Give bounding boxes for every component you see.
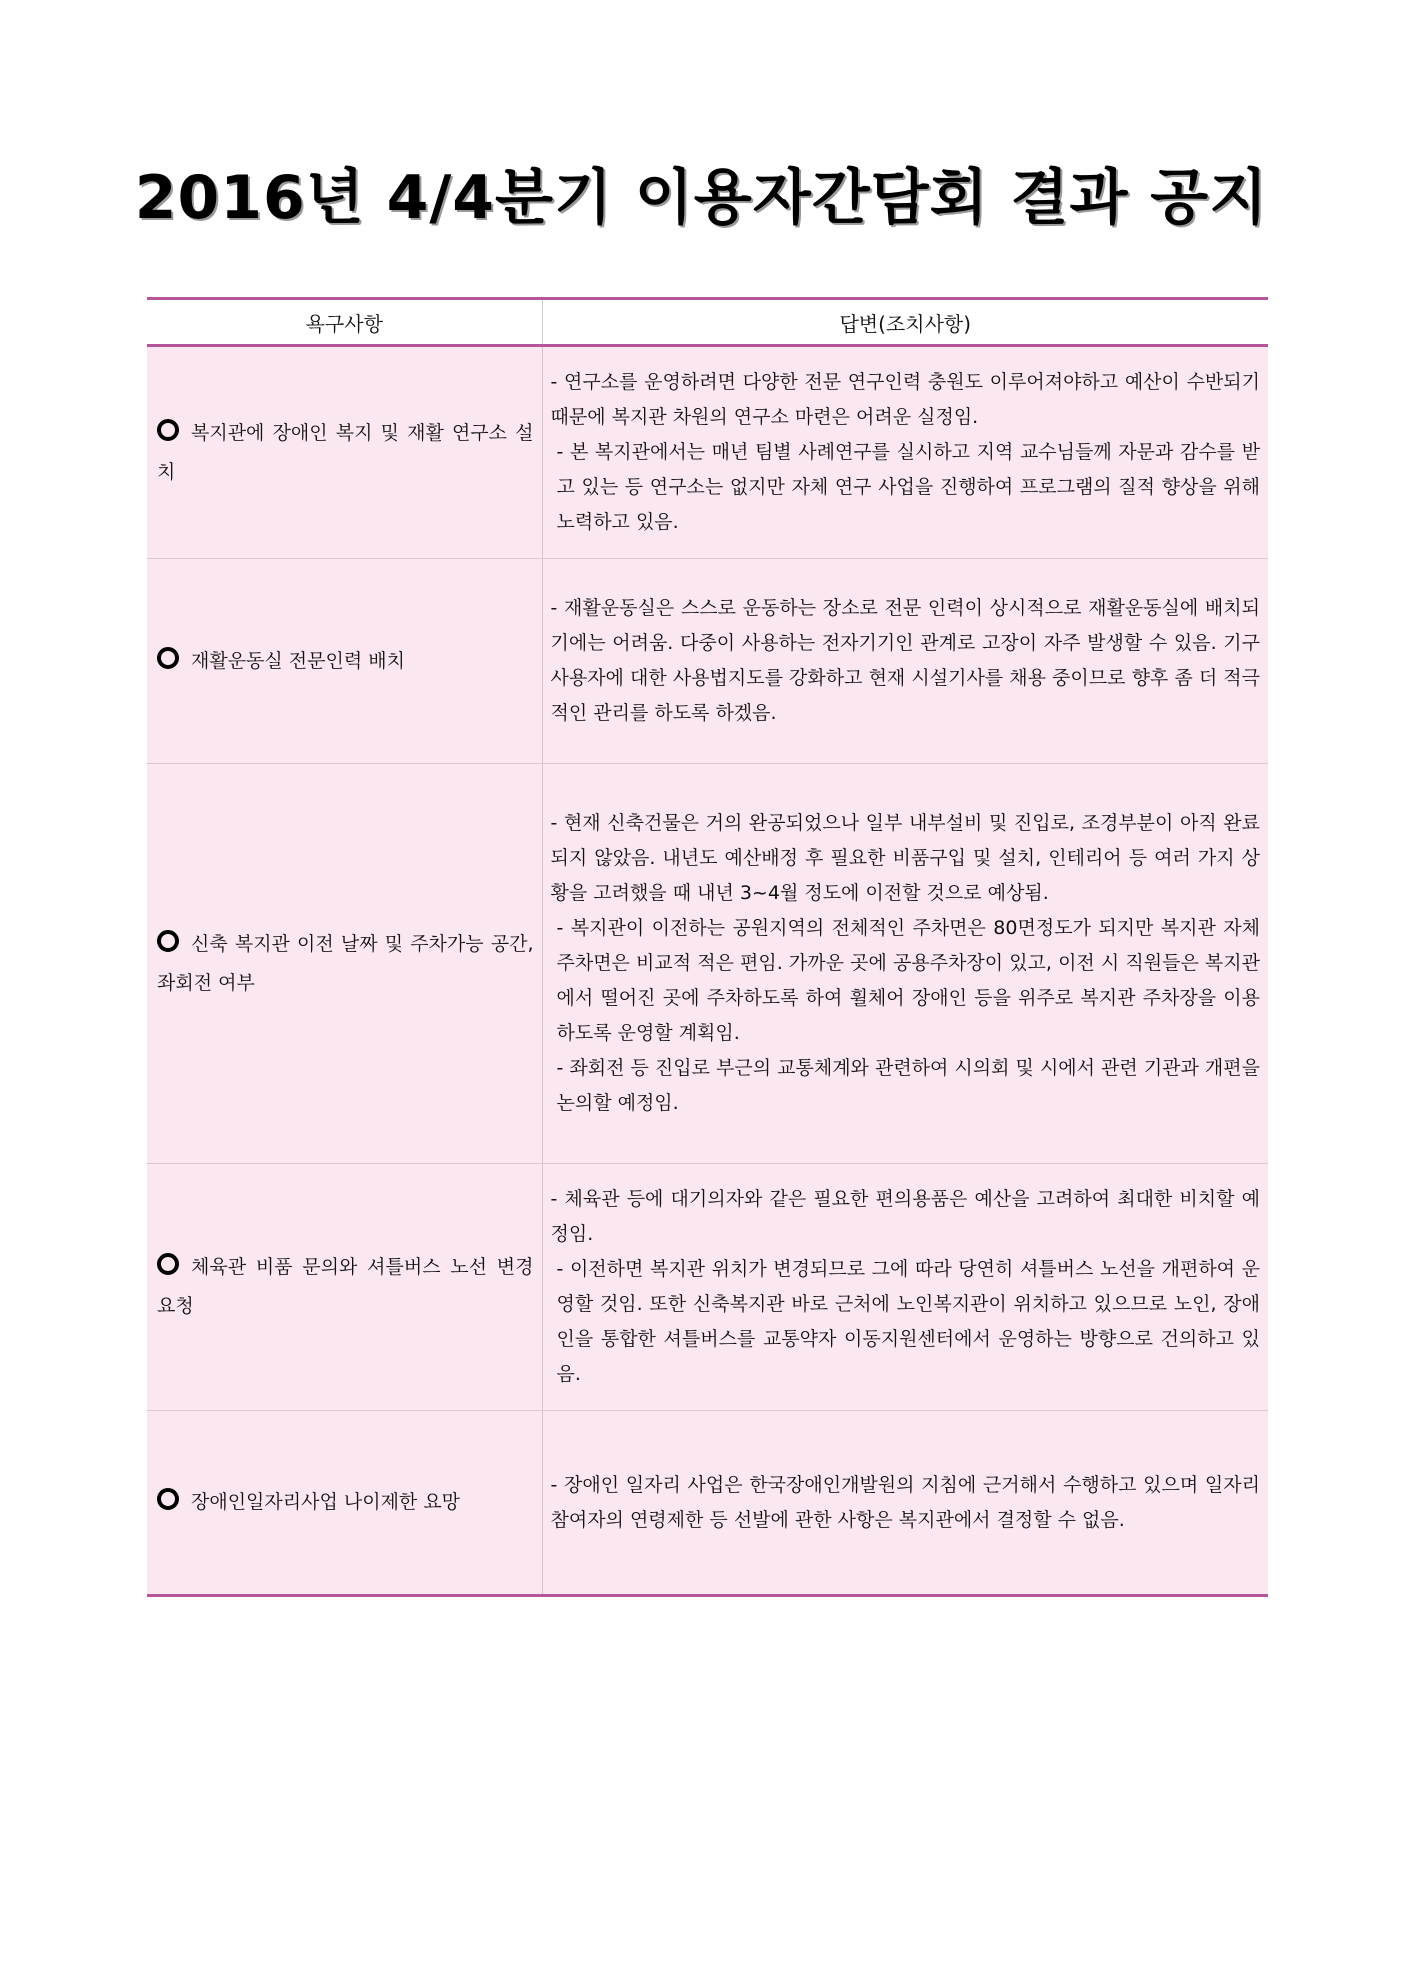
table-row [147,1411,1268,1596]
header-request: 욕구사항 [147,299,542,346]
request-text: 복지관에 장애인 복지 및 재활 연구소 설치 [157,421,534,483]
request-text: 체육관 비품 문의와 셔틀버스 노선 변경 요청 [157,1256,534,1317]
answer-paragraph: - 재활운동실은 스스로 운동하는 장소로 전문 인력이 상시적으로 재활운동실에 배치되기에는 어려움. 다중이 사용하는 전자기기인 관계로 고장이 자주 발생할 수 있음. 기구 사용자에 대한 사용법지도를 강화하고 현재 시설기사를 채용 중이므로 향후 좀 더 적극적인 관리를 하도록 하겠음. [550,597,1260,724]
answer-cell [542,764,1268,1164]
ring-bullet-icon [157,419,179,441]
table-row [147,764,1268,1164]
request-cell [147,1164,542,1411]
request-cell [147,1411,542,1596]
answer-paragraph: - 이전하면 복지관 위치가 변경되므로 그에 따라 당연히 셔틀버스 노선을 개편하여 운영할 것임. 또한 신축복지관 바로 근처에 노인복지관이 위치하고 있으므로 노인, 장애인을 통합한 셔틀버스를 교통약자 이동지원센터에서 운영하는 방향으로 건의하고 있음. [556,1258,1260,1385]
answer-cell [542,346,1268,559]
ring-bullet-icon [157,647,179,669]
answer-paragraph: - 현재 신축건물은 거의 완공되었으나 일부 내부설비 및 진입로, 조경부분이 아직 완료되지 않았음. 내년도 예산배정 후 필요한 비품구입 및 설치, 인테리어 등 여러 가지 상황을 고려했을 때 내년 3~4월 정도에 이전할 것으로 예상됨. [550,812,1260,904]
table-row [147,346,1268,559]
ring-bullet-icon [157,930,179,952]
page-title: 2016년 4/4분기 이용자간담회 결과 공지 [134,163,1269,233]
request-text: 장애인일자리사업 나이제한 요망 [191,1491,461,1513]
answer-paragraph: - 복지관이 이전하는 공원지역의 전체적인 주차면은 80면정도가 되지만 복지관 자체 주차면은 비교적 적은 편임. 가까운 곳에 공용주차장이 있고, 이전 시 직원들은 복지관에서 떨어진 곳에 주차하도록 하여 휠체어 장애인 등을 위주로 복지관 주차장을 이용하도록 운영할 계획임. [556,917,1260,1044]
request-text: 재활운동실 전문인력 배치 [191,649,405,672]
request-cell [147,764,542,1164]
request-cell [147,559,542,764]
answer-paragraph: - 장애인 일자리 사업은 한국장애인개발원의 지침에 근거해서 수행하고 있으며 일자리 참여자의 연령제한 등 선발에 관한 사항은 복지관에서 결정할 수 없음. [550,1473,1260,1531]
answer-cell [542,1164,1268,1411]
table-header-row [147,299,1268,346]
request-text: 신축 복지관 이전 날짜 및 주차가능 공간, 좌회전 여부 [157,932,534,994]
answer-paragraph: - 연구소를 운영하려면 다양한 전문 연구인력 충원도 이루어져야하고 예산이 수반되기 때문에 복지관 차원의 연구소 마련은 어려운 실정임. [550,371,1260,428]
answer-paragraph: - 체육관 등에 대기의자와 같은 필요한 편의용품은 예산을 고려하여 최대한 비치할 예정임. [550,1188,1260,1245]
ring-bullet-icon [157,1488,179,1510]
answer-cell [542,559,1268,764]
answer-paragraph: - 본 복지관에서는 매년 팀별 사례연구를 실시하고 지역 교수님들께 자문과 감수를 받고 있는 등 연구소는 없지만 자체 연구 사업을 진행하여 프로그램의 질적 향상을 위해 노력하고 있음. [556,441,1260,533]
results-table [147,297,1268,1597]
ring-bullet-icon [157,1253,179,1275]
table-row [147,559,1268,764]
answer-cell [542,1411,1268,1596]
header-answer: 답변(조치사항) [542,299,1268,346]
request-cell [147,346,542,559]
answer-paragraph: - 좌회전 등 진입로 부근의 교통체계와 관련하여 시의회 및 시에서 관련 기관과 개편을 논의할 예정임. [556,1057,1260,1114]
table-row [147,1164,1268,1411]
